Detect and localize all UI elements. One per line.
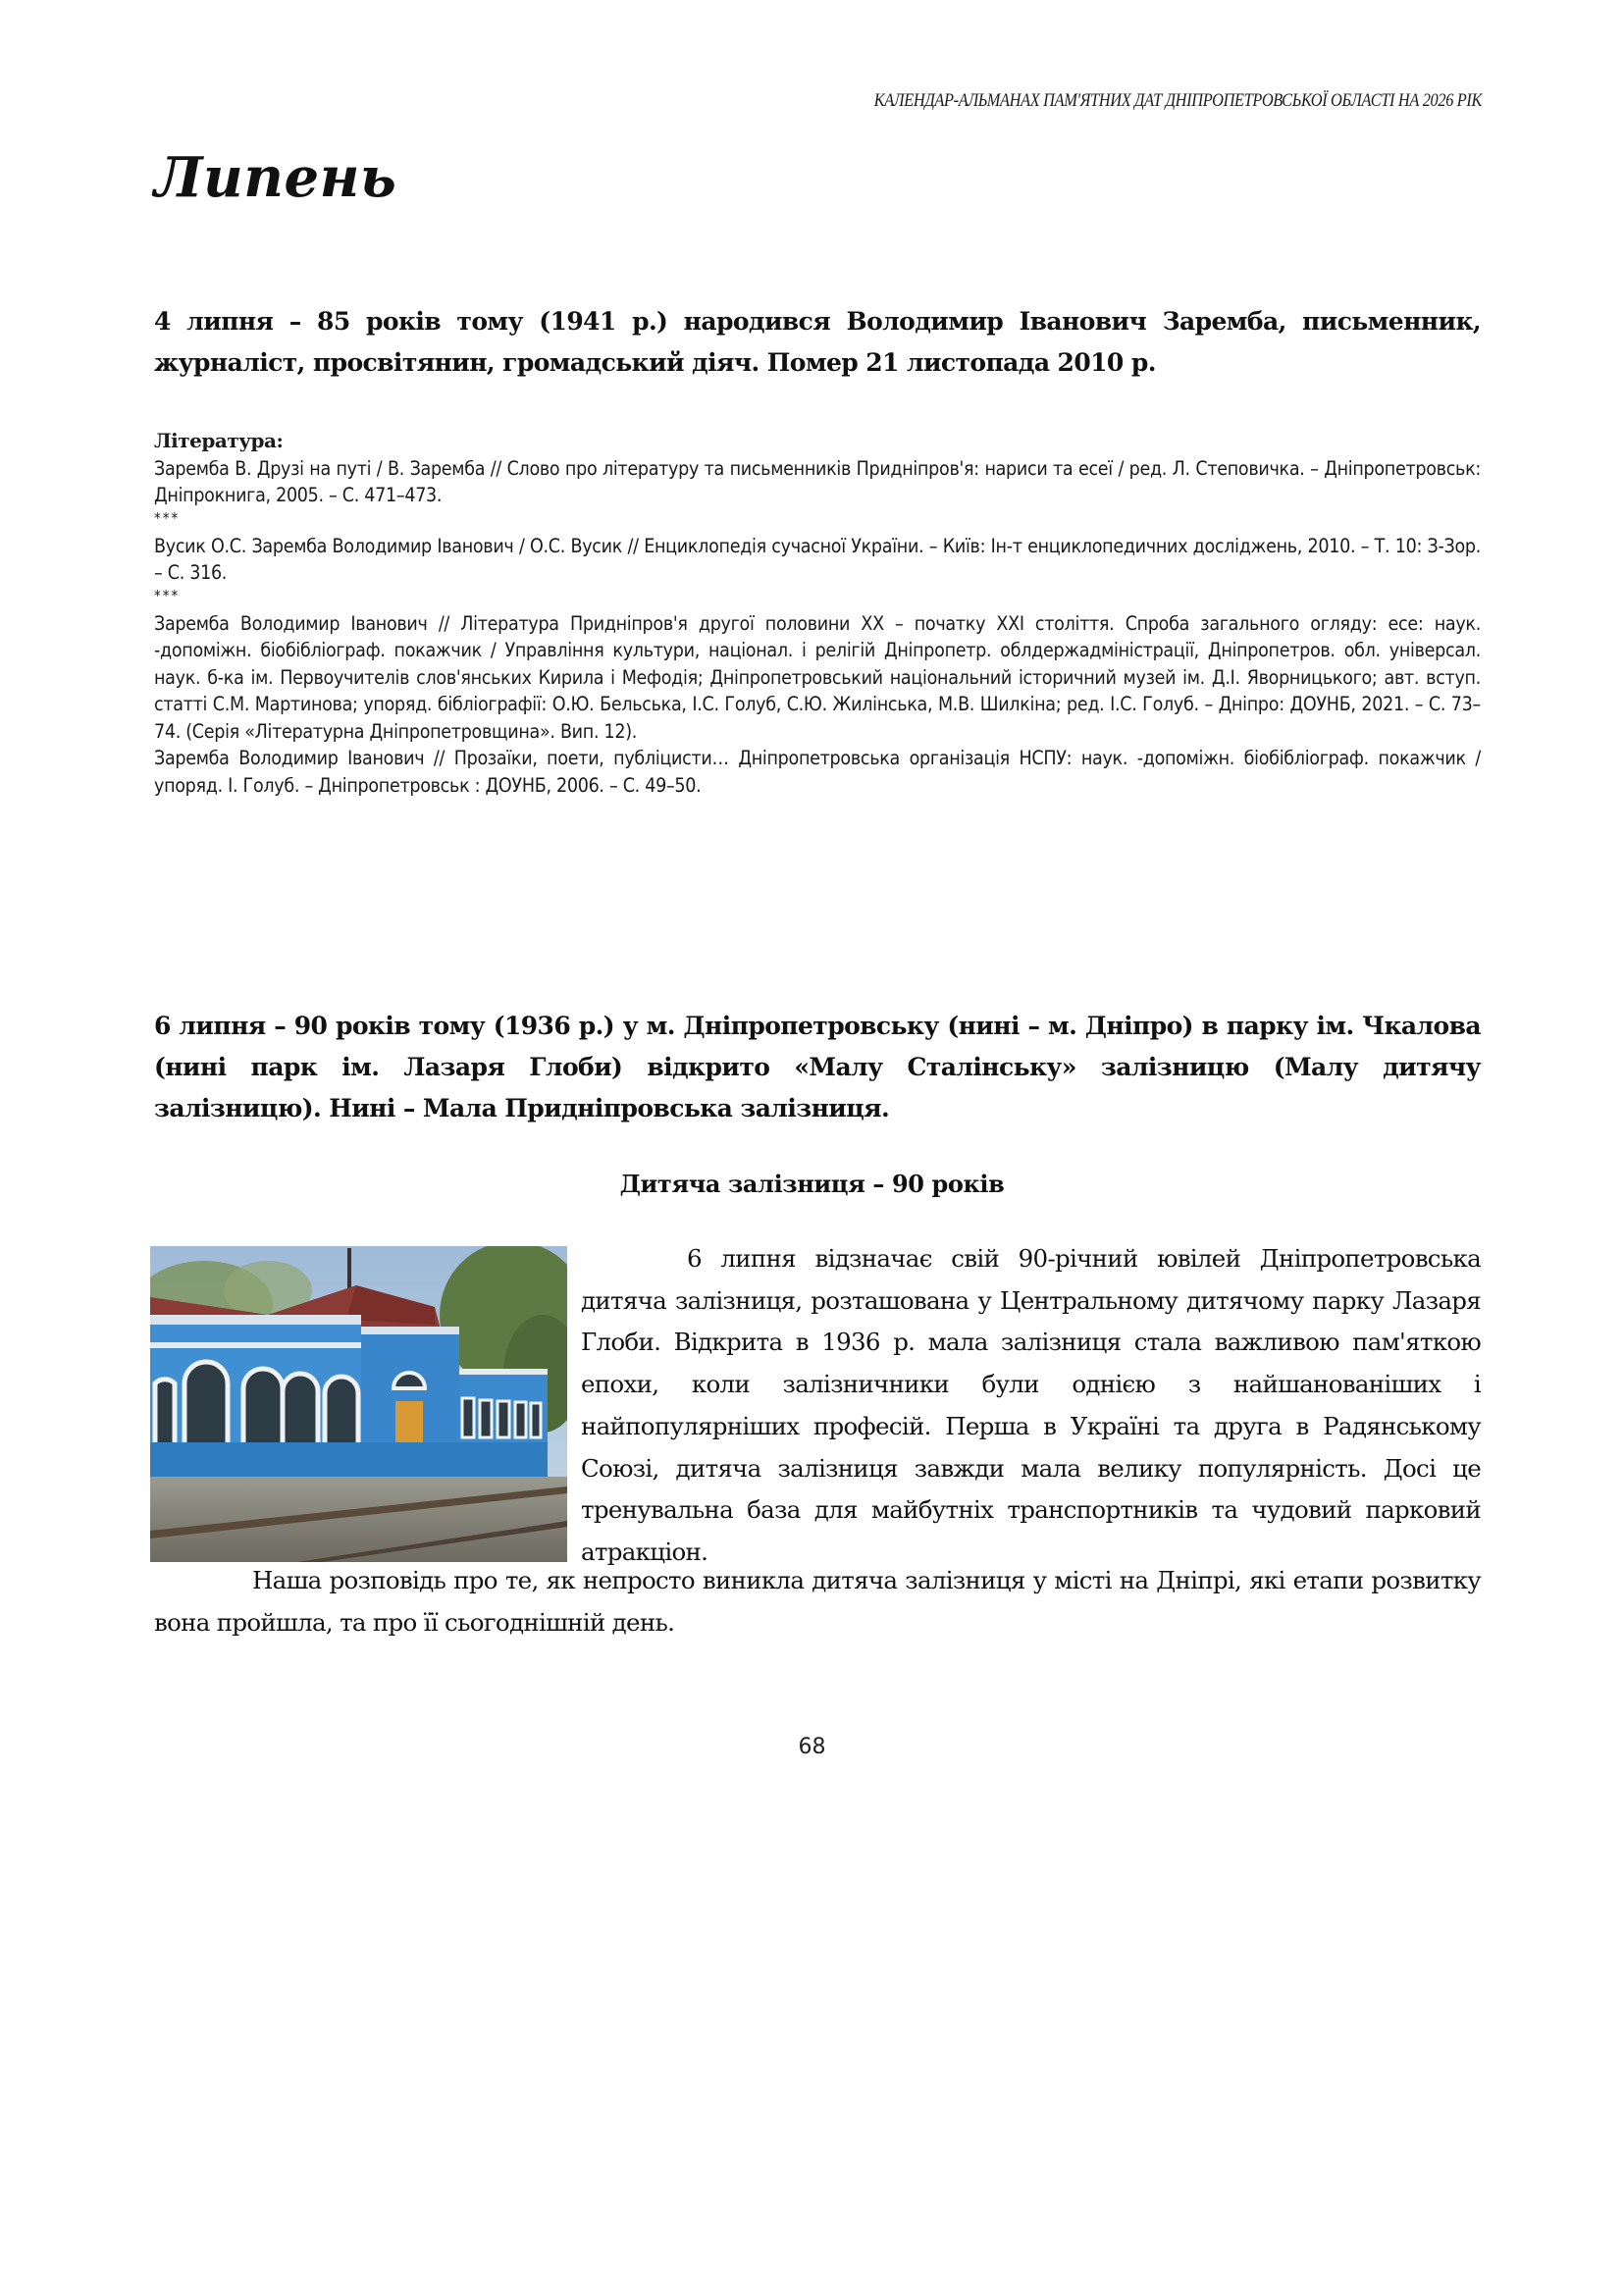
literature-entry: Заремба Володимир Іванович // Література Придніпров'я другої половини ХХ – початку ХХІ століття. Спроба загального огляду: есе: наук. -допоміжн. біобібліограф. покажчик / Управління культури, націонал. і релігій Дніпропетр. облдержадміністрації, Дніпропетров. обл. універсал. наук. б-ка ім. Первоучителів слов'янських Кирила і Мефодія; Дніпропетровський національний історичний музей ім. Д.І. Яворницького; авт. вступ. статті С.М. Мартинова; упоряд. бібліографії: О.Ю. Бельська, І.С. Голуб, С.Ю. Жилінська, М.В. Шилкіна; ред. І.С. Голуб. – Дніпро: ДОУНБ, 2021. – С. 73–74. (Серія «Літературна Дніпропетровщина». Вип. 12). bbox=[154, 611, 1481, 743]
literature-entry: Заремба В. Друзі на путі / В. Заремба // Слово про літературу та письменників Придніпров'я: нариси та есеї / ред. Л. Степовичка. – Дніпропетровськ: Дніпрокнига, 2005. – С. 471–473. bbox=[154, 456, 1481, 506]
literature-separator: *** bbox=[154, 586, 181, 604]
event-heading-july-4: 4 липня – 85 років тому (1941 р.) народився Володимир Іванович Заремба, письменник, журналіст, просвітянин, громадський діяч. Помер 21 листопада 2010 р. bbox=[154, 307, 1481, 377]
month-title: Липень bbox=[154, 145, 397, 210]
literature-list bbox=[154, 428, 1481, 799]
event-heading-july-6: 6 липня – 90 років тому (1936 р.) у м. Дніпропетровську (нині – м. Дніпро) в парку ім. Чкалова (нині парк ім. Лазаря Глоби) відкрито «Малу Сталінську» залізницю (Малу дитячу залізницю). Нині – Мала Придніпровська залізниця. bbox=[154, 1012, 1481, 1122]
article-paragraph-2: Наша розповідь про те, як непросто виникла дитяча залізниця у місті на Дніпрі, які етапи розвитку вона пройшла, та про її сьогоднішній день. bbox=[154, 1566, 1481, 1637]
article-paragraph-1: 6 липня відзначає свій 90-річний ювілей Дніпропетровська дитяча залізниця, розташована у Центральному дитячому парку Лазаря Глоби. Відкрита в 1936 р. мала залізниця стала важливою пам'яткою епохи, коли залізничники були однією з найшанованіших і найпопулярніших професій. Перша в Україні та друга в Радянському Союзі, дитяча залізниця завжди мала велику популярність. Досі це тренувальна база для майбутніх транспортників та чудовий парковий атракціон. bbox=[581, 1244, 1481, 1566]
running-head: КАЛЕНДАР-АЛЬМАНАХ ПАМ'ЯТНИХ ДАТ ДНІПРОПЕТРОВСЬКОЇ ОБЛАСТІ НА 2026 РІК bbox=[873, 90, 1482, 111]
article-title: Дитяча залізниця – 90 років bbox=[619, 1170, 1005, 1198]
page-number: 68 bbox=[798, 1735, 826, 1759]
literature-entry: Вусик О.С. Заремба Володимир Іванович / О.С. Вусик // Енциклопедія сучасної України. – Київ: Ін-т енциклопедичних досліджень, 2010. – Т. 10: З-Зор. – С. 316. bbox=[154, 534, 1481, 584]
literature-entry: Заремба Володимир Іванович // Прозаїки, поети, публіцисти… Дніпропетровська організація НСПУ: наук. -допоміжн. біобібліограф. покажчик / упоряд. І. Голуб. – Дніпропетровськ : ДОУНБ, 2006. – С. 49–50. bbox=[154, 747, 1481, 797]
literature-separator: *** bbox=[154, 508, 181, 527]
railway-station-photo bbox=[150, 1246, 567, 1562]
article-paragraph-2-wrap bbox=[154, 1560, 1481, 1643]
article-paragraph-1-wrap bbox=[581, 1238, 1481, 1574]
literature-heading: Література: bbox=[154, 429, 284, 452]
